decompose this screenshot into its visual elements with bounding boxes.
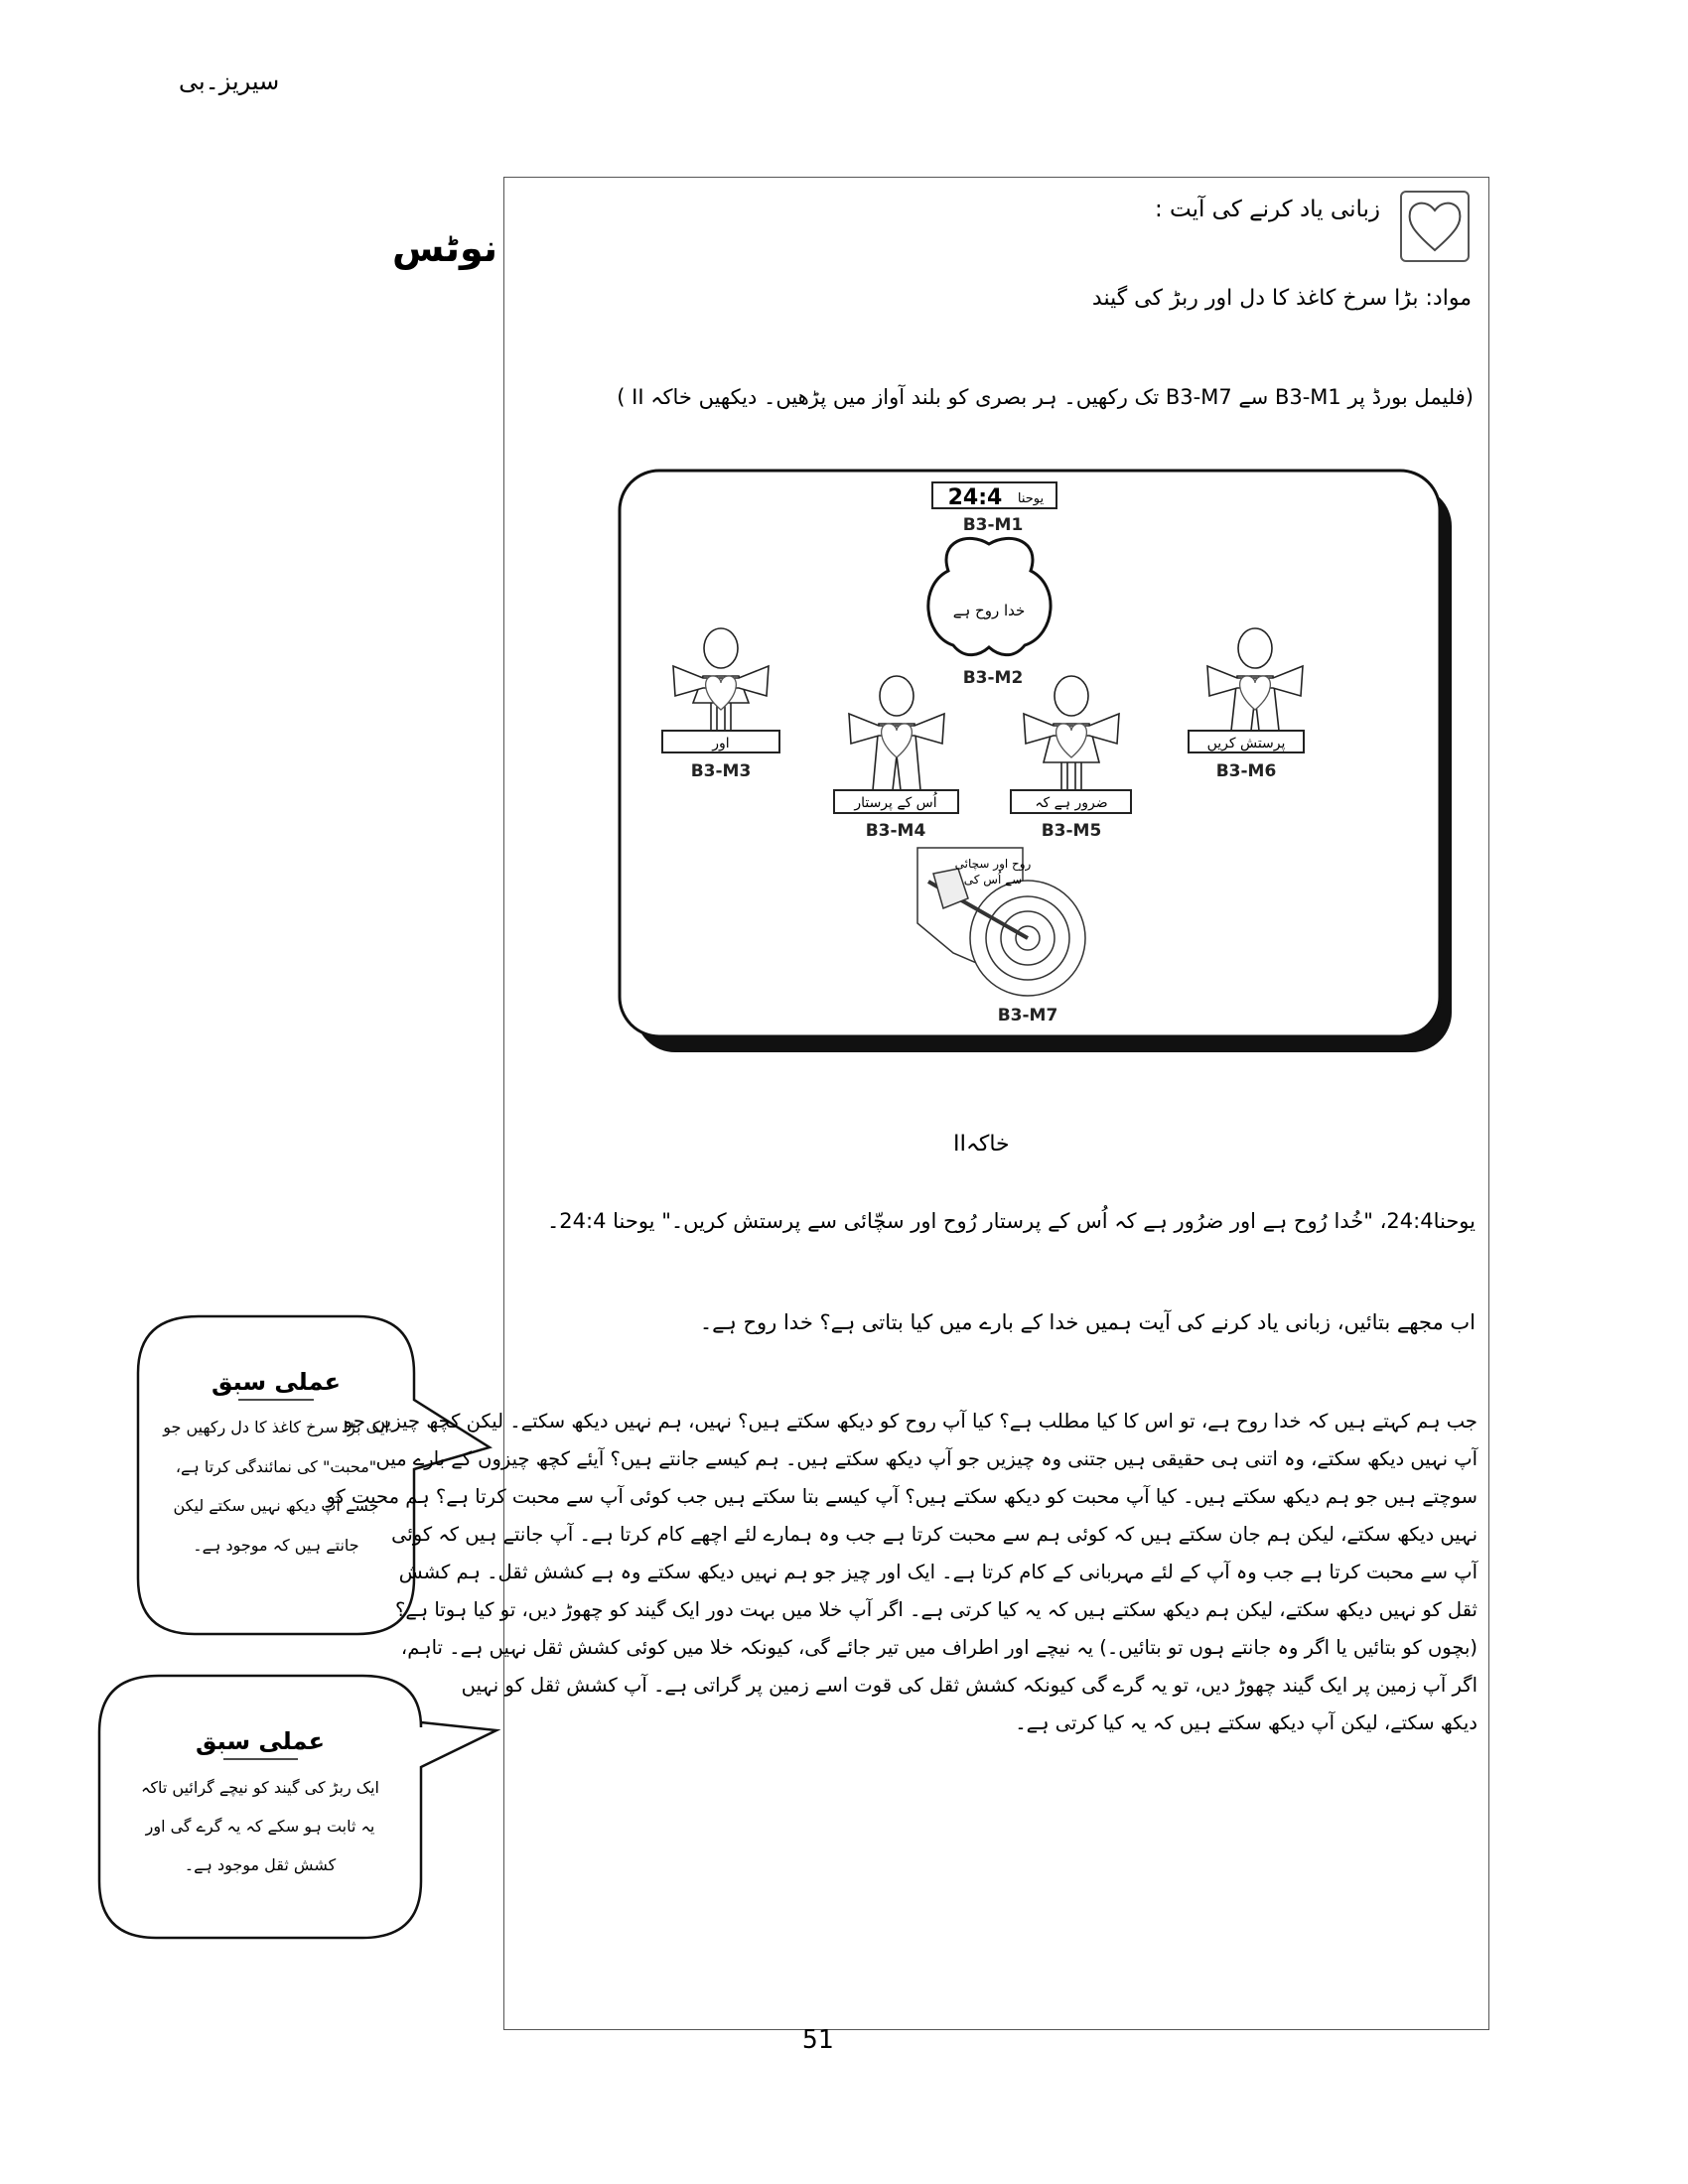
paragraph-line: آپ نہیں دیکھ سکتے، وہ اتنی ہی حقیقی ہیں جتنی وہ چیزیں جو آپ دیکھ سکتے ہیں۔ ہم کیسے جانتے ہیں؟ آیئے کچھ چیزوں کے بارے میں	[375, 1447, 1477, 1470]
callout-1-title: عملی سبق	[211, 1368, 341, 1396]
m2-text: خدا روح ہے	[952, 602, 1026, 619]
paragraph-line: دیکھ سکتے، لیکن آپ دیکھ سکتے ہیں کہ یہ کیا کرتی ہے۔	[1015, 1711, 1477, 1734]
m2-code: B3-M2	[962, 668, 1024, 688]
paragraph-line: آپ سے محبت کرتا ہے جب وہ آپ کے لئے مہربانی کے کام کرتا ہے۔ ایک اور چیز جو ہم نہیں دیکھ سکتے وہ ہے کشش ثقل۔ ہم کشش	[398, 1561, 1477, 1583]
flannelboard-diagram	[620, 471, 1452, 1052]
m4-text: اُس کے پرستار	[854, 795, 937, 811]
instruction-text: (فلیمل بورڈ پر B3-M1 سے B3-M7 تک رکھیں۔ ہر بصری کو بلند آواز میں پڑھیں۔ دیکھیں خاکہ II )	[617, 385, 1474, 409]
callout-1-line: جانتے ہیں کہ موجود ہے۔	[193, 1536, 359, 1555]
memory-verse-label: زبانی یاد کرنے کی آیت :	[1154, 197, 1380, 222]
m5-code: B3-M5	[1041, 821, 1102, 841]
m7-text-line2: سے اُس کی	[963, 873, 1023, 887]
m3-code: B3-M3	[690, 761, 752, 781]
diagram-caption: خاکہII	[953, 1132, 1010, 1157]
m6-code: B3-M6	[1215, 761, 1277, 781]
m1-code: B3-M1	[962, 515, 1024, 535]
series-label: سیریز۔بی	[179, 68, 280, 95]
paragraph-line: (بچوں کو بتائیں یا اگر وہ جانتے ہوں تو بتائیں۔) یہ نیچے اور اطراف میں تیر جائے گی، کیونکہ خلا میں کوئی کشش ثقل نہیں ہے۔ تاہم،	[400, 1636, 1477, 1659]
m4-code: B3-M4	[865, 821, 926, 841]
m7-code: B3-M7	[997, 1006, 1058, 1025]
callout-2-line: ایک ربڑ کی گیند کو نیچے گرائیں تاکہ	[141, 1778, 379, 1797]
materials-text: مواد: بڑا سرخ کاغذ کا دل اور ربڑ کی گیند	[1091, 286, 1472, 311]
paragraph-line: جب ہم کہتے ہیں کہ خدا روح ہے، تو اس کا کیا مطلب ہے؟ کیا آپ روح کو دیکھ سکتے ہیں؟ نہیں، ہم نہیں دیکھ سکتے۔ لیکن کچھ چیزیں جو	[343, 1410, 1477, 1433]
m7-text-line1: روح اور سچائی	[954, 857, 1032, 871]
m3-text: اور	[712, 736, 730, 751]
callout-object-lesson-1	[138, 1316, 490, 1634]
verse-text: یوحنا24:4، "خُدا رُوح ہے اور ضرُور ہے کہ اُس کے پرستار رُوح اور سچّائی سے پرستش کریں۔" یوحنا 24:4۔	[546, 1209, 1476, 1233]
m5-text: ضرور ہے کہ	[1035, 795, 1108, 811]
m1-ref: یوحنا	[1017, 491, 1045, 506]
callout-1-line: "محبت" کی نمائندگی کرتا ہے،	[175, 1457, 377, 1476]
callout-object-lesson-2	[99, 1676, 496, 1938]
callout-2-title: عملی سبق	[196, 1727, 325, 1755]
paragraph-line: اگر آپ زمین پر ایک گیند چھوڑ دیں، تو یہ گرے گی کیونکہ کشش ثقل کی قوت اسے زمین پر گراتی ہے۔ آپ کشش ثقل کو نہیں	[461, 1674, 1477, 1697]
question-text: اب مجھے بتائیں، زبانی یاد کرنے کی آیت ہمیں خدا کے بارے میں کیا بتاتی ہے؟ خدا روح ہے۔	[699, 1310, 1476, 1334]
notes-title: نوٹس	[392, 226, 498, 270]
page-number: 51	[802, 2025, 834, 2055]
paragraph-line: ثقل کو نہیں دیکھ سکتے، لیکن ہم دیکھ سکتے ہیں کہ یہ کیا کرتی ہے۔ اگر آپ خلا میں بہت دور ایک گیند کو چھوڑ دیں، تو کیا ہوتا ہے؟	[395, 1598, 1477, 1621]
callout-2-line: کشش ثقل موجود ہے۔	[184, 1855, 337, 1874]
m2-cloud	[928, 538, 1051, 654]
callout-2-line: یہ ثابت ہو سکے کہ یہ گرے گی اور	[145, 1817, 375, 1836]
m6-text: پرستش کریں	[1206, 736, 1286, 751]
paragraph-line: نہیں دیکھ سکتے، لیکن ہم جان سکتے ہیں کہ کوئی ہم سے محبت کرتا ہے جب وہ ہمارے لئے اچھے کام کرتا ہے۔ آپ جانتے ہیں کہ کوئی	[391, 1523, 1477, 1546]
callout-1-line: ایک بڑا سرخ کاغذ کا دل رکھیں جو	[163, 1418, 389, 1436]
paragraph-line: سوچتے ہیں جو ہم دیکھ سکتے ہیں۔ کیا آپ محبت کو دیکھ سکتے ہیں؟ آپ کیسے بتا سکتے ہیں جب کوئی آپ سے محبت کرتا ہے؟ ہم محبت کو	[326, 1485, 1477, 1508]
m1-number: 24:4	[947, 485, 1003, 510]
callout-1-line: جسے آپ دیکھ نہیں سکتے لیکن	[173, 1496, 379, 1515]
